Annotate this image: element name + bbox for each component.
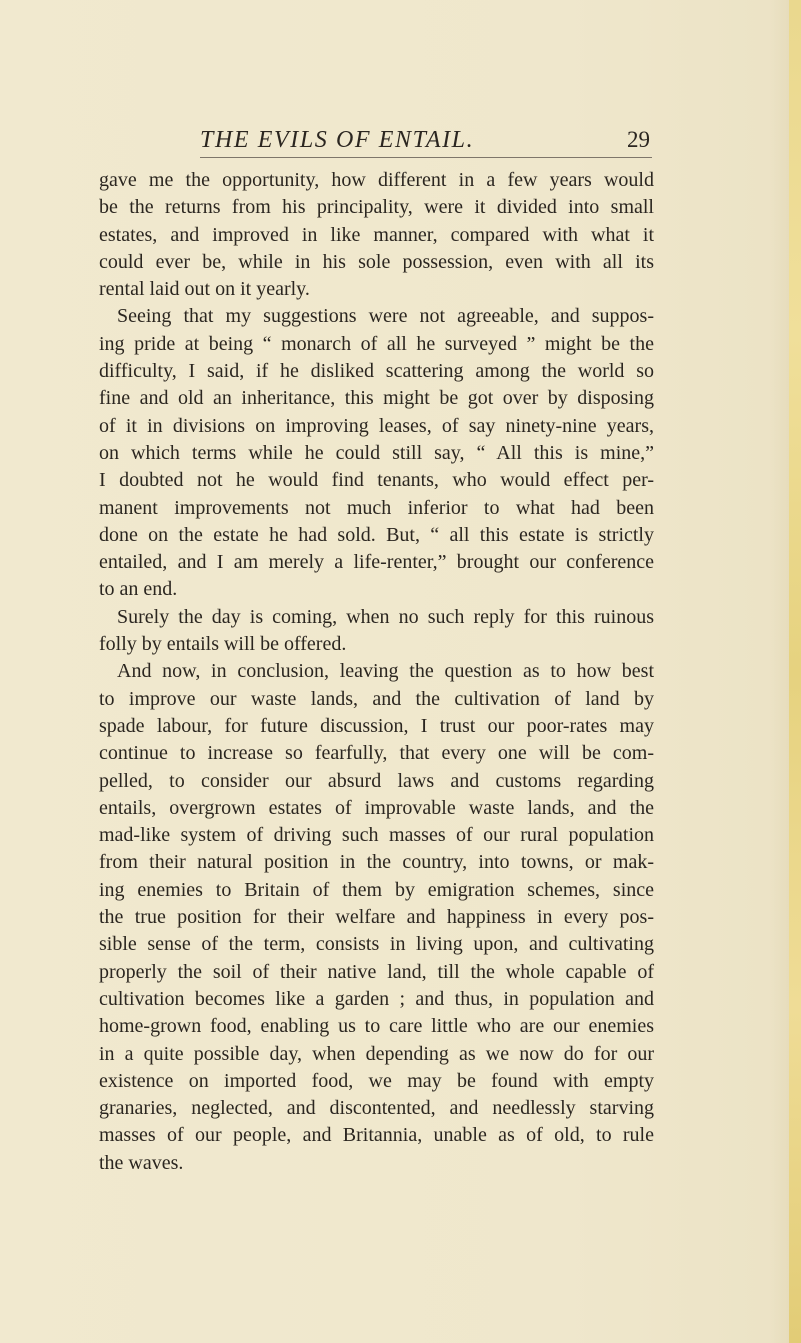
text-line: existence on imported food, we may be found with empty (99, 1069, 654, 1092)
text-line: folly by entails will be offered. (99, 633, 347, 656)
page-edge (789, 0, 801, 1343)
text-line: done on the estate he had sold. But, “ all this estate is strictly (99, 523, 654, 546)
running-head: THE EVILS OF ENTAIL. (200, 127, 475, 153)
text-line: home-grown food, enabling us to care little who are our enemies (99, 1015, 654, 1038)
text-line: granaries, neglected, and discontented, and needlessly starving (99, 1097, 654, 1120)
text-line: manent improvements not much inferior to what had been (99, 496, 654, 519)
text-line: from their natural position in the country, into towns, or mak- (99, 851, 654, 874)
text-line: the true position for their welfare and happiness in every pos- (99, 906, 654, 929)
text-line: ing pride at being “ monarch of all he surveyed ” might be the (99, 332, 654, 355)
text-line: entails, overgrown estates of improvable waste lands, and the (99, 796, 654, 819)
text-line: And now, in conclusion, leaving the question as to how best (117, 660, 654, 683)
text-line: cultivation becomes like a garden ; and thus, in population and (99, 987, 654, 1010)
body-text (99, 167, 654, 1177)
text-line: pelled, to consider our absurd laws and customs regarding (99, 769, 654, 792)
text-line: of it in divisions on improving leases, of say ninety-nine years, (99, 414, 654, 437)
text-line: on which terms while he could still say, “ All this is mine,” (99, 441, 654, 464)
page-number: 29 (627, 127, 650, 152)
text-line: be the returns from his principality, were it divided into small (99, 196, 654, 219)
text-line: ing enemies to Britain of them by emigration schemes, since (99, 878, 654, 901)
text-line: to improve our waste lands, and the cultivation of land by (99, 687, 654, 710)
text-line: estates, and improved in like manner, compared with what it (99, 223, 654, 246)
header-rule (200, 157, 652, 158)
text-line: the waves. (99, 1151, 184, 1174)
text-line: I doubted not he would find tenants, who would effect per- (99, 469, 654, 492)
text-line: masses of our people, and Britannia, unable as of old, to rule (99, 1124, 654, 1147)
page-header (190, 127, 650, 161)
text-line: properly the soil of their native land, till the whole capable of (99, 960, 654, 983)
text-line: gave me the opportunity, how different in a few years would (99, 169, 654, 191)
text-line: mad-like system of driving such masses of our rural population (99, 824, 654, 847)
text-line: continue to increase so fearfully, that every one will be com- (99, 742, 654, 765)
text-line: could ever be, while in his sole possession, even with all its (99, 250, 654, 273)
text-line: to an end. (99, 578, 178, 601)
text-line: fine and old an inheritance, this might be got over by disposing (99, 387, 654, 410)
text-line: difficulty, I said, if he disliked scattering among the world so (99, 360, 654, 383)
text-line: sible sense of the term, consists in living upon, and cultivating (99, 933, 654, 956)
text-line: entailed, and I am merely a life-renter,” brought our conference (99, 551, 654, 574)
text-line: rental laid out on it yearly. (99, 278, 310, 301)
text-line: Surely the day is coming, when no such reply for this ruinous (117, 605, 654, 628)
text-line: in a quite possible day, when depending as we now do for our (99, 1042, 654, 1065)
text-line: Seeing that my suggestions were not agreeable, and suppos- (117, 305, 654, 328)
text-line: spade labour, for future discussion, I trust our poor-rates may (99, 714, 654, 737)
